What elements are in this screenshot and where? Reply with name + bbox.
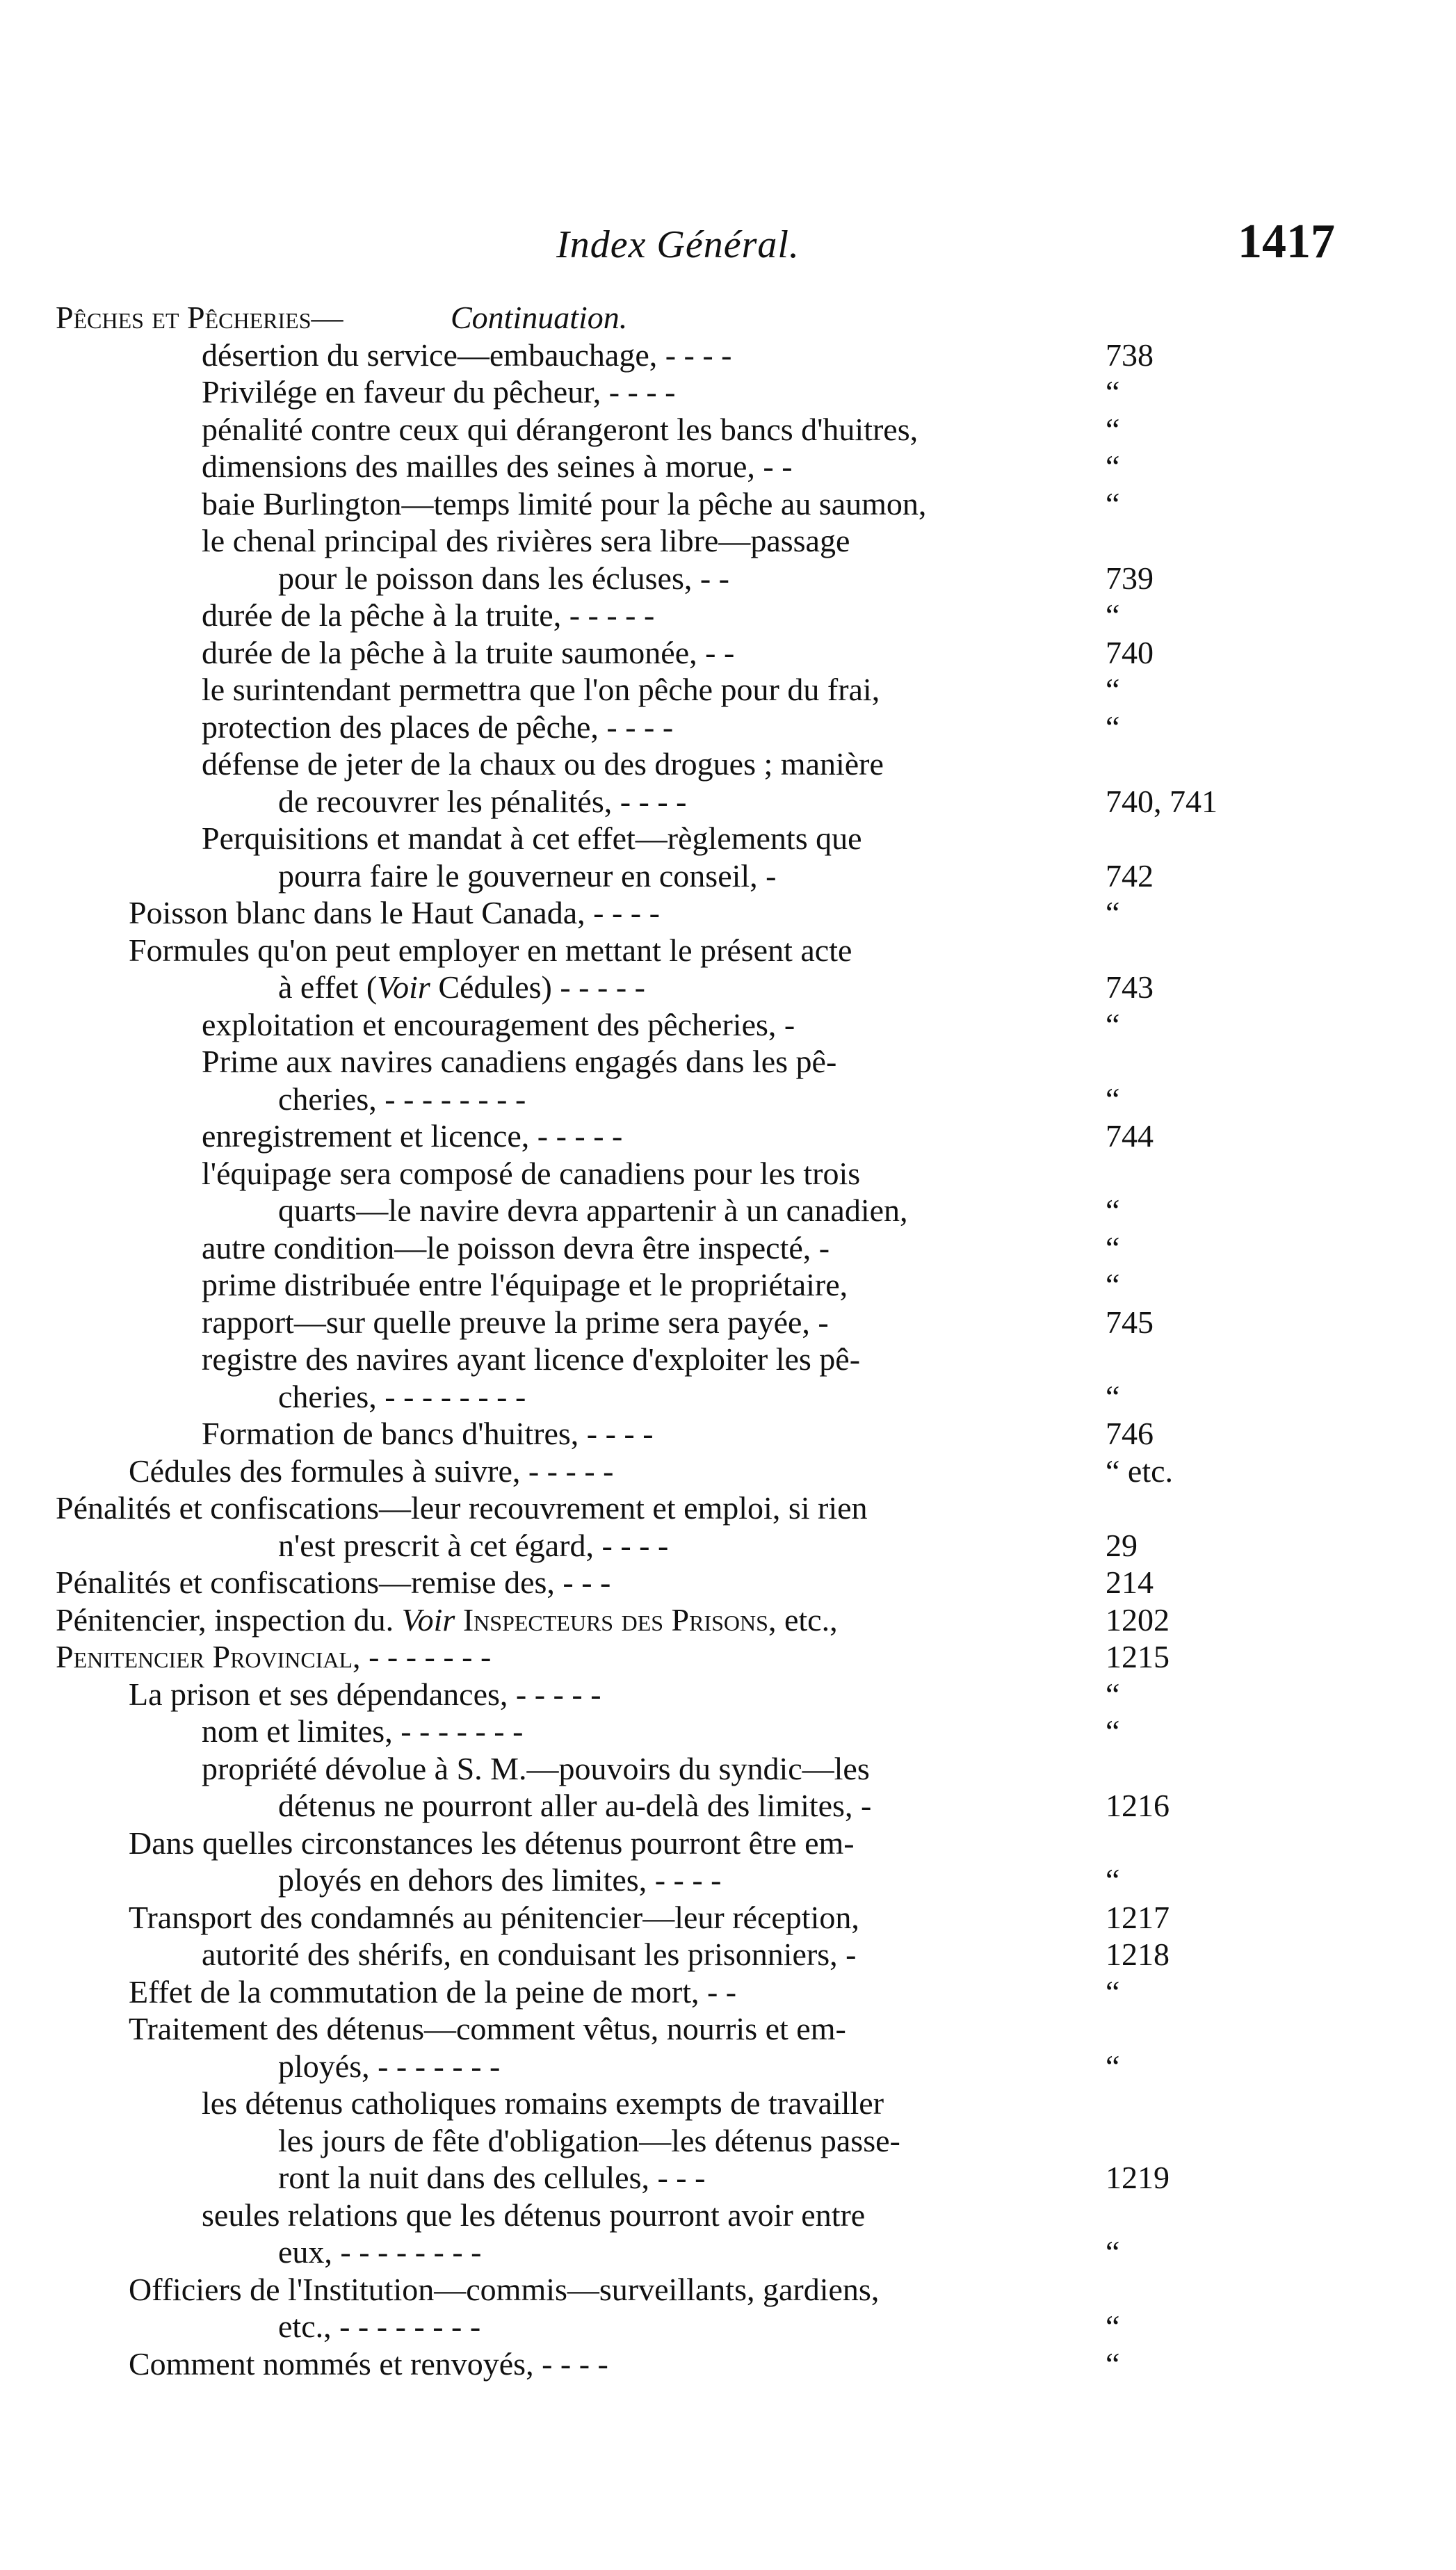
entry-text: pour le poisson dans les écluses, - - (278, 560, 729, 596)
entry-page: 746 (1106, 1416, 1154, 1451)
entry-text: baie Burlington—temps limité pour la pêche au saumon, (202, 485, 927, 522)
entry-text: Effet de la commutation de la peine de mort, - - (129, 1973, 737, 2010)
entry-text-part: Pénitencier, inspection du. (56, 1601, 402, 1638)
entry-text: enregistrement et licence, - - - - - (202, 1118, 623, 1154)
entry-text: cheries, - - - - - - - - (278, 1378, 526, 1414)
entry-page: 739 (1106, 560, 1154, 596)
entry-italic: Voir (377, 969, 430, 1005)
index-row (0, 1861, 1456, 1899)
entry-page: “ (1106, 374, 1120, 410)
entry-text: Pénalités et confiscations—leur recouvrement et emploi, si rien (56, 1490, 868, 1526)
entry-text: défense de jeter de la chaux ou des drogues ; manière (202, 746, 884, 782)
index-row (0, 745, 1456, 783)
entry-page: “ (1106, 1713, 1120, 1749)
entry-page: “ (1106, 448, 1120, 484)
entry-text: détenus ne pourront aller au-delà des limites, - (278, 1788, 872, 1823)
index-row (0, 299, 1456, 337)
entry-text: Prime aux navires canadiens engagés dans les pê- (202, 1044, 837, 1079)
entry-page: 740, 741 (1106, 783, 1218, 819)
entry-text: Perquisitions et mandat à cet effet—règlements que (202, 821, 862, 856)
entry-text: exploitation et encouragement des pêcheries, - (202, 1006, 795, 1042)
entry-text (56, 1601, 838, 1639)
entry-text: Poisson blanc dans le Haut Canada, - - - - (129, 895, 660, 930)
entry-text: rapport—sur quelle preuve la prime sera payée, - (202, 1304, 829, 1340)
index-row (0, 485, 1456, 523)
index-row (0, 1229, 1456, 1267)
entry-text: Dans quelles circonstances les détenus pourront être em- (129, 1825, 855, 1861)
entry-text: Officiers de l'Institution—commis—surveillants, gardiens, (129, 2271, 880, 2307)
page-header (0, 209, 1456, 292)
entry-page: “ (1106, 895, 1120, 930)
entry-text: quarts—le navire devra appartenir à un canadien, (278, 1193, 908, 1228)
entry-text: La prison et ses dépendances, - - - - - (129, 1676, 601, 1712)
index-row (0, 1601, 1456, 1639)
entry-page: “ (1106, 1378, 1120, 1414)
entry-text: Comment nommés et renvoyés, - - - - (129, 2345, 608, 2382)
entry-page: 29 (1106, 1527, 1138, 1563)
entry-text (56, 1638, 491, 1676)
entry-page: “ (1106, 1676, 1120, 1712)
entry-page: 738 (1106, 337, 1154, 373)
entry-page: “ (1106, 2234, 1120, 2270)
entry-text: propriété dévolue à S. M.—pouvoirs du syndic—les (202, 1750, 870, 1786)
entry-text: seules relations que les détenus pourront avoir entre (202, 2197, 866, 2233)
entry-text: Formules qu'on peut employer en mettant le présent acte (129, 932, 852, 968)
index-row (0, 1155, 1456, 1193)
index-row (0, 1936, 1456, 1973)
entry-text: ront la nuit dans des cellules, - - - (278, 2160, 706, 2195)
entry-page: “ (1106, 1267, 1120, 1302)
index-row (0, 411, 1456, 448)
entry-small-caps: Inspecteurs des Prisons (455, 1601, 768, 1638)
entry-text: désertion du service—embauchage, - - - - (202, 337, 732, 373)
entry-text: nom et limites, - - - - - - - (202, 1713, 524, 1749)
entry-text: l'équipage sera composé de canadiens pour les trois (202, 1155, 861, 1191)
index-row (0, 969, 1456, 1006)
index-row (0, 1713, 1456, 1750)
index-row (0, 1527, 1456, 1565)
entry-text: les détenus catholiques romains exempts de travailler (202, 2085, 884, 2121)
entry-page: “ (1106, 2309, 1120, 2344)
entry-page: 1202 (1106, 1601, 1170, 1638)
index-row (0, 373, 1456, 411)
running-title: Index Général. (556, 223, 800, 266)
entry-text: Privilége en faveur du pêcheur, - - - - (202, 374, 676, 410)
entry-italic: Continuation. (451, 300, 628, 335)
entry-text (278, 969, 645, 1006)
entry-page: 740 (1106, 634, 1154, 670)
entry-text: les jours de fête d'obligation—les détenus passe- (278, 2122, 900, 2158)
index-row (0, 1825, 1456, 1862)
entry-page: 1215 (1106, 1639, 1170, 1674)
index-row (0, 1081, 1456, 1118)
entry-text: registre des navires ayant licence d'exploiter les pê- (202, 1341, 861, 1377)
index-row (0, 1787, 1456, 1825)
entry-text: cheries, - - - - - - - - (278, 1081, 526, 1117)
page-number: 1417 (1238, 215, 1335, 268)
index-row (0, 1899, 1456, 1937)
index-row (0, 2345, 1456, 2383)
index-row (0, 932, 1456, 969)
index-row (0, 2122, 1456, 2160)
index-row (0, 522, 1456, 560)
index-row (0, 2308, 1456, 2345)
entry-page: “ (1106, 1229, 1120, 1266)
index-row (0, 894, 1456, 932)
entry-page: 1218 (1106, 1937, 1170, 1972)
index-entries (0, 299, 1456, 2382)
entry-page: “ (1106, 2048, 1120, 2084)
entry-page: “ etc. (1106, 1453, 1174, 1489)
entry-text: le surintendant permettra que l'on pêche pour du frai, (202, 672, 880, 707)
index-row (0, 2233, 1456, 2271)
entry-page: 1216 (1106, 1788, 1170, 1823)
entry-text: prime distribuée entre l'équipage et le propriétaire, (202, 1267, 848, 1302)
index-row (0, 448, 1456, 485)
entry-page: 1219 (1106, 2160, 1170, 2195)
entry-text: Transport des condamnés au pénitencier—leur réception, (129, 1899, 859, 1935)
entry-text: Pêches et Pêcheries— (56, 300, 343, 335)
entry-text: n'est prescrit à cet égard, - - - - (278, 1527, 669, 1563)
index-row (0, 1750, 1456, 1788)
entry-page: 1217 (1106, 1899, 1170, 1935)
index-row (0, 1117, 1456, 1155)
index-row (0, 671, 1456, 709)
entry-text: Cédules des formules à suivre, - - - - - (129, 1453, 614, 1489)
entry-text: autre condition—le poisson devra être inspecté, - (202, 1229, 830, 1266)
entry-text: eux, - - - - - - - - (278, 2234, 482, 2270)
index-row (0, 1564, 1456, 1601)
entry-text-part: Cédules) - - - - - (430, 969, 645, 1005)
index-row (0, 857, 1456, 895)
entry-text: autorité des shérifs, en conduisant les prisonniers, - (202, 1937, 857, 1972)
entry-page: “ (1106, 1081, 1120, 1117)
index-row (0, 1453, 1456, 1490)
index-row (0, 1043, 1456, 1081)
entry-page: 745 (1106, 1304, 1154, 1340)
entry-text: Formation de bancs d'huitres, - - - - (202, 1416, 654, 1451)
entry-text: etc., - - - - - - - - (278, 2309, 481, 2344)
entry-page: “ (1106, 1973, 1120, 2010)
index-row (0, 1192, 1456, 1229)
index-row (0, 709, 1456, 746)
index-row (0, 2271, 1456, 2309)
entry-text: durée de la pêche à la truite saumonée, - - (202, 634, 735, 670)
entry-text: pénalité contre ceux qui dérangeront les bancs d'huitres, (202, 411, 919, 447)
entry-text-part: à effet ( (278, 969, 378, 1005)
index-row (0, 1638, 1456, 1676)
entry-text-part: - - - - - - - (360, 1639, 492, 1674)
entry-text: dimensions des mailles des seines à morue, - - (202, 448, 793, 484)
entry-text: protection des places de pêche, - - - - (202, 709, 674, 745)
index-row (0, 820, 1456, 857)
entry-text: de recouvrer les pénalités, - - - - (278, 783, 687, 819)
index-row (0, 1006, 1456, 1044)
entry-page: “ (1106, 1193, 1120, 1228)
index-row (0, 2010, 1456, 2048)
entry-page: “ (1106, 1006, 1120, 1042)
index-row (0, 337, 1456, 374)
index-row (0, 634, 1456, 672)
index-row (0, 1378, 1456, 1416)
entry-text: durée de la pêche à la truite, - - - - - (202, 597, 655, 633)
entry-page: “ (1106, 2345, 1120, 2382)
entry-text: le chenal principal des rivières sera libre—passage (202, 523, 850, 558)
index-row (0, 2085, 1456, 2122)
entry-page: “ (1106, 485, 1120, 522)
index-row (0, 597, 1456, 634)
index-row (0, 1415, 1456, 1453)
entry-italic: Voir (401, 1601, 455, 1638)
entry-text-part: , etc., (768, 1601, 838, 1638)
index-row (0, 1266, 1456, 1304)
index-row (0, 560, 1456, 597)
entry-text: pourra faire le gouverneur en conseil, - (278, 857, 777, 894)
index-row (0, 2159, 1456, 2197)
index-row (0, 1676, 1456, 1713)
entry-page: 743 (1106, 969, 1154, 1005)
index-row (0, 783, 1456, 821)
index-row (0, 2197, 1456, 2234)
entry-page: “ (1106, 1862, 1120, 1898)
entry-page: “ (1106, 709, 1120, 745)
entry-text: Pénalités et confiscations—remise des, - - - (56, 1565, 611, 1600)
entry-page: “ (1106, 411, 1120, 447)
index-row (0, 2048, 1456, 2085)
entry-text: Traitement des détenus—comment vêtus, nourris et em- (129, 2011, 846, 2046)
entry-text: ployés en dehors des limites, - - - - (278, 1862, 722, 1898)
entry-small-caps: Penitencier Provincial, (56, 1639, 361, 1674)
entry-page: “ (1106, 672, 1120, 707)
entry-text: ployés, - - - - - - - (278, 2048, 501, 2084)
index-row (0, 1341, 1456, 1378)
index-row (0, 1489, 1456, 1527)
entry-page: “ (1106, 597, 1120, 633)
entry-page: 214 (1106, 1565, 1154, 1600)
entry-page: 742 (1106, 857, 1154, 894)
entry-page: 744 (1106, 1118, 1154, 1154)
index-row (0, 1304, 1456, 1341)
index-row (0, 1973, 1456, 2011)
